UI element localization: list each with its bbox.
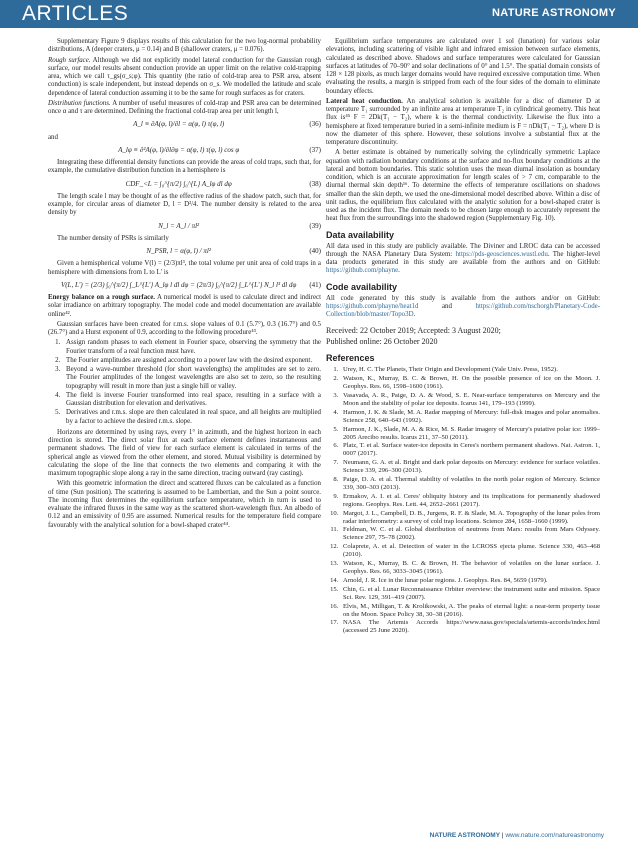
list-item: 3. Beyond a wave-number threshold (for short wavelengths) the amplitudes are set to zero. The Fourier amplitudes of the longest wavelengths are also set to zero, so the resulting topography will result in more than just a single hill or valley. — [62, 366, 321, 391]
section-label: ARTICLES — [22, 2, 129, 25]
paragraph-text: A number of useful measures of cold-trap and PSR area can be determined once α and τ are determined. Defining the fractional cold-trap area per unit length l, — [48, 99, 322, 115]
reference-item: 9. Ermakov, A. I. et al. Ceres' obliquity history and its implications for permanently shadowed regions. Geophys. Res. Lett. 44, 2652–2661 (2017). — [340, 493, 600, 509]
data-availability-heading: Data availability — [326, 229, 395, 240]
equation-41 — [48, 281, 321, 289]
paragraph-text: A numerical model is used to calculate direct and indirect solar irradiance on arbitrary topography. The model code and model documentation are available online⁴². — [48, 294, 321, 318]
right-column — [326, 38, 600, 636]
paragraph-text: Although we did not explicitly model lateral conduction for the Gaussian rough surface, our model results absent conduction provide an upper limit on the relative cold-trapping area, which we call τ_gs(σ_s;φ). This quantity (the ratio of cold-trap area to PSR area, absent conduction) is scale independent, but instead depends on σ_s. We modelled the latitude and scale dependence of lateral conduction assuming it to be the same for rough surfaces as for craters. — [48, 56, 321, 97]
paragraph-energy-balance — [48, 294, 321, 319]
reference-item: 13. Watson, K., Murray, B. C. & Brown, H. The behavior of volatiles on the lunar surface. J. Geophys. Res. 66, 3033–3045 (1961). — [340, 560, 600, 576]
equation-38 — [48, 180, 321, 188]
footer-url[interactable]: www.nature.com/natureastronomy — [505, 832, 604, 839]
list-item: 4. The field is inverse Fourier transformed into real space, resulting in a surface with a Gaussian distribution for elevation and derivatives. — [62, 392, 321, 409]
text: All data used in this study are publicly available. The Diviner and LROC data can be accessed through the NASA Planetary Data System: — [326, 242, 600, 258]
equation-number: (40) — [309, 247, 321, 255]
paragraph: Horizons are determined by using rays, every 1° in azimuth, and the highest horizon in each direction is stored. The direct solar flux at each surface element defines instantaneous and permanent shadows. The field of view for each surface element is calculated in terms of the spherical angle as viewed from the other element, and stored. Mutual visibility is determined by calculating the slope of the line that connects the two elements and comparing it with the maximum topographic slope along a ray in the same direction, tracing outward (ray casting). — [48, 428, 321, 477]
equation-number: (39) — [309, 221, 321, 230]
page-footer — [430, 832, 604, 839]
reference-list — [326, 366, 600, 635]
equation-body: CDF_<L = ∫₀^{π/2} ∫₀^{L} A_lφ dl dφ — [125, 179, 232, 188]
reference-item: 4. Harmon, J. K. & Slade, M. A. Radar mapping of Mercury: full-disk images and polar anomalies. Science 258, 640–643 (1992). — [340, 409, 600, 425]
journal-name: NATURE ASTRONOMY — [492, 7, 616, 19]
reference-item: 1. Urey, H. C. The Planets, Their Origin and Development (Yale Univ. Press, 1952). — [340, 366, 600, 374]
equation-number: (41) — [309, 280, 321, 289]
paragraph: The number density of PSRs is similarly — [57, 234, 169, 242]
journal-header-bar — [0, 0, 638, 28]
reference-item: 14. Arnold, J. R. Ice in the lunar polar regions. J. Geophys. Res. 84, 5659 (1979). — [340, 577, 600, 585]
equation-36 — [48, 120, 321, 128]
equation-number: (38) — [309, 179, 321, 188]
reference-item: 6. Platz, T. et al. Surface water-ice deposits in Ceres's northern permanent shadows. Nat. Astron. 1, 0007 (2017). — [340, 442, 600, 458]
github-link[interactable]: https://github.com/phayne — [326, 267, 399, 275]
run-in-heading: Energy balance on a rough surface. — [48, 294, 156, 301]
reference-item: 8. Paige, D. A. et al. Thermal stability of volatiles in the north polar region of Mercury. Science 339, 300–303 (2013). — [340, 476, 600, 492]
procedure-list — [48, 339, 321, 426]
paragraph: The length scale l may be thought of as the effective radius of the shadow patch, such that, for example, for circular areas of diameter D, l = D²/4. The number density is related to the area density by — [48, 192, 321, 217]
paragraph: Supplementary Figure 9 displays results of this calculation for the two log-normal probability distributions, A (deeper craters, μ = 0.14) and B (shallower craters, μ = 0.076). — [48, 38, 321, 54]
paragraph-lateral-heat — [326, 98, 600, 148]
run-in-heading: Lateral heat conduction. — [326, 97, 403, 105]
code-availability-heading: Code availability — [326, 281, 398, 292]
equation-body: N_l = A_l / πl² — [158, 221, 200, 230]
topo3d-link[interactable]: https://github.com/nschorgh/Planetary-Code-Collection/blob/master/Topo3D — [326, 302, 600, 318]
equation-body: A_l ≡ ∂A(φ, l)/∂l = α(φ, l) τ(φ, l) — [133, 120, 225, 129]
equation-body: N_PSR, l = α(φ, l) / πl² — [146, 247, 211, 255]
reference-item: 10. Margot, J. L., Campbell, D. B., Jurgens, R. F. & Slade, M. A. Topography of the lunar poles from radar interferometry: a survey of cold trap locations. Science 284, 1658–1660 (1999). — [340, 510, 600, 526]
reference-item: 3. Vasavada, A. R., Paige, D. A. & Wood, S. E. Near-surface temperatures on Mercury and the Moon and the stability of polar ice deposits. Icarus 141, 179–193 (1999). — [340, 392, 600, 408]
run-in-heading: Rough surface. — [48, 56, 91, 64]
paragraph: Given a hemispherical volume V(l) = (2/3)πl³, the total volume per unit area of cold traps in a hemisphere with dimensions from L to L′ is — [48, 260, 321, 276]
reference-item: 5. Harmon, J. K., Slade, M. A. & Rice, M. S. Radar imagery of Mercury's putative polar ice: 1999–2005 Arecibo results. Icarus 211, 37–50 (2011). — [340, 426, 600, 442]
paragraph-text: An analytical solution is available for a disc of diameter D at temperature T₁ surrounded by an infinite area at temperature T₂ in cylindrical geometry. This heat flux is⁴⁵ F = 2Dk(T₁ − T₂), where k is the thermal conductivity. Likewise the flux into a hemisphere at fixed temperature buried in a semi-infinite medium is F = πDk(T₁ − T₂), where D is now the diameter of this sphere. However, these solutions involve a substantial flux at the temperature discontinuity. — [326, 97, 600, 146]
published-date: Published online: 26 October 2020 — [326, 337, 438, 347]
list-item: 2. The Fourier amplitudes are assigned according to a power law with the desired exponent. — [62, 357, 321, 365]
text: . — [413, 311, 416, 318]
paragraph: With this geometric information the direct and scattered fluxes can be calculated as a function of time (Sun position). The scattering is assumed to be Lambertian, and the Sun a point source. The incoming flux determines the equilibrium surface temperature, which in turn is used to evaluate the infrared fluxes in the same way as the scattered short-wavelength flux. An albedo of 0.12 and an emissivity of 0.95 are assumed. Numerical results for the temperature field compare favourably with the analytical solution for a bowl-shaped crater⁴⁴. — [48, 480, 321, 529]
paragraph: Equilibrium surface temperatures are calculated over 1 sol (lunation) for various solar elevations, including scattering of visible light and infrared emission between surface elements, calculated as described above. Shadows and surface temperatures were calculated for Gaussian surfaces at latitudes of 70–90° and solar declinations of 0° and 1.5°. The spatial domain consists of 128 × 128 pixels, as much larger domains would have required excessive computation time. When evaluating the results, a margin is stripped from each of the four sides of the domain to eliminate boundary effects. — [326, 38, 600, 95]
footer-separator: | — [500, 832, 506, 839]
equation-40 — [48, 247, 321, 255]
text: . — [398, 267, 400, 275]
equation-number: (37) — [309, 145, 321, 154]
text: and — [418, 302, 476, 310]
footer-journal: NATURE ASTRONOMY — [429, 832, 501, 839]
paragraph-rough-surface — [48, 57, 321, 98]
left-column — [48, 38, 321, 532]
reference-item: 11. Feldman, W. C. et al. Global distribution of neutrons from Mars: results from Mars Odyssey. Science 297, 75–78 (2002). — [340, 526, 600, 542]
equation-body: V(L, L′) = (2/3) ∫₀^{π/2} ∫_L^{L′} A_lφ l dl dφ = (2π/3) ∫₀^{π/2} ∫_L^{L′} N_l l³ dl dφ — [60, 280, 297, 289]
heat1d-link[interactable]: https://github.com/phayne/heat1d — [326, 302, 419, 310]
reference-item: 17. NASA The Artemis Accords https://www.nasa.gov/specials/artemis-accords/index.html (accessed 25 June 2020). — [340, 619, 600, 635]
reference-item: 12. Colaprete, A. et al. Detection of water in the LCROSS ejecta plume. Science 330, 463–468 (2010). — [340, 543, 600, 559]
publication-dates — [326, 325, 600, 347]
equation-39 — [48, 222, 321, 230]
run-in-heading: Distribution functions. — [48, 99, 111, 107]
code-availability-text — [326, 295, 600, 320]
reference-item: 16. Elvis, M., Milligan, T. & Krolikowski, A. The peaks of eternal light: a near-term property issue on the Moon. Space Policy 38, 30–38 (2016). — [340, 603, 600, 619]
reference-item: 2. Watson, K., Murray, B. C. & Brown, H. On the possible presence of ice on the Moon. J. Geophys. Res. 66, 1598–1600 (1961). — [340, 375, 600, 391]
paragraph: Gaussian surfaces have been created for r.m.s. slope values of 0.1 (5.7°), 0.3 (16.7°) and 0.5 (26.7°) and a Hurst exponent of 0.9, according to the following procedure⁴³. — [48, 320, 321, 336]
paragraph: Integrating these differential density functions can provide the areas of cold traps, such that, for example, the cumulative distribution function in a hemisphere is — [48, 159, 321, 175]
equation-number: (36) — [309, 120, 321, 129]
text: All code generated by this study is available from the authors and/or on GitHub: — [326, 294, 600, 302]
data-availability-text — [326, 243, 600, 276]
text: . The higher-level data products generated in this study are available from the authors and on GitHub: — [326, 250, 600, 266]
list-item: 5. Derivatives and r.m.s. slope are then calculated in real space, and all heights are multiplied by a factor to achieve the desired r.m.s. slope. — [62, 409, 321, 426]
paragraph-distribution — [48, 100, 321, 117]
paragraph: A better estimate is obtained by numerically solving the cylindrically symmetric Laplace equation with radiation boundary conditions at the surface and no-flux boundary conditions at the lateral and bottom boundaries. This static solution uses the mean diurnal insolation as boundary condition, which is an accurate approximation for length scales of > 7 cm, comparable to the diurnal thermal skin depth¹⁶. To determine the effects of temperature oscillations on shadows smaller than the skin depth, we used the one-dimensional model described above. Within a disc of unit radius, the equilibrium flux calculated with the analytic solution for a bowl-shaped crater is used as the incident flux. The domain needs to be chosen large enough to accurately represent the heat flux from the surroundings into the shadowed region (Supplementary Fig. 10). — [326, 149, 600, 223]
pds-link[interactable]: https://pds-geosciences.wustl.edu — [455, 250, 548, 258]
equation-37 — [48, 146, 321, 154]
reference-item: 15. Chin, G. et al. Lunar Reconnaissance Orbiter overview: the instrument suite and mission. Space Sci. Rev. 129, 391–419 (2007). — [340, 586, 600, 602]
received-date: Received: 22 October 2019; Accepted: 3 August 2020; — [326, 326, 501, 336]
equation-body: A_lφ ≡ ∂²A(φ, l)/∂l∂φ = α(φ, l) τ(φ, l) cos φ — [118, 145, 240, 154]
references-heading: References — [326, 353, 375, 364]
reference-item: 7. Neumann, G. A. et al. Bright and dark polar deposits on Mercury: evidence for surface volatiles. Science 339, 296–300 (2013). — [340, 459, 600, 475]
paragraph: and — [48, 133, 58, 141]
list-item: 1. Assign random phases to each element in Fourier space, observing the symmetry that the Fourier transform of a real function must have. — [62, 339, 321, 356]
